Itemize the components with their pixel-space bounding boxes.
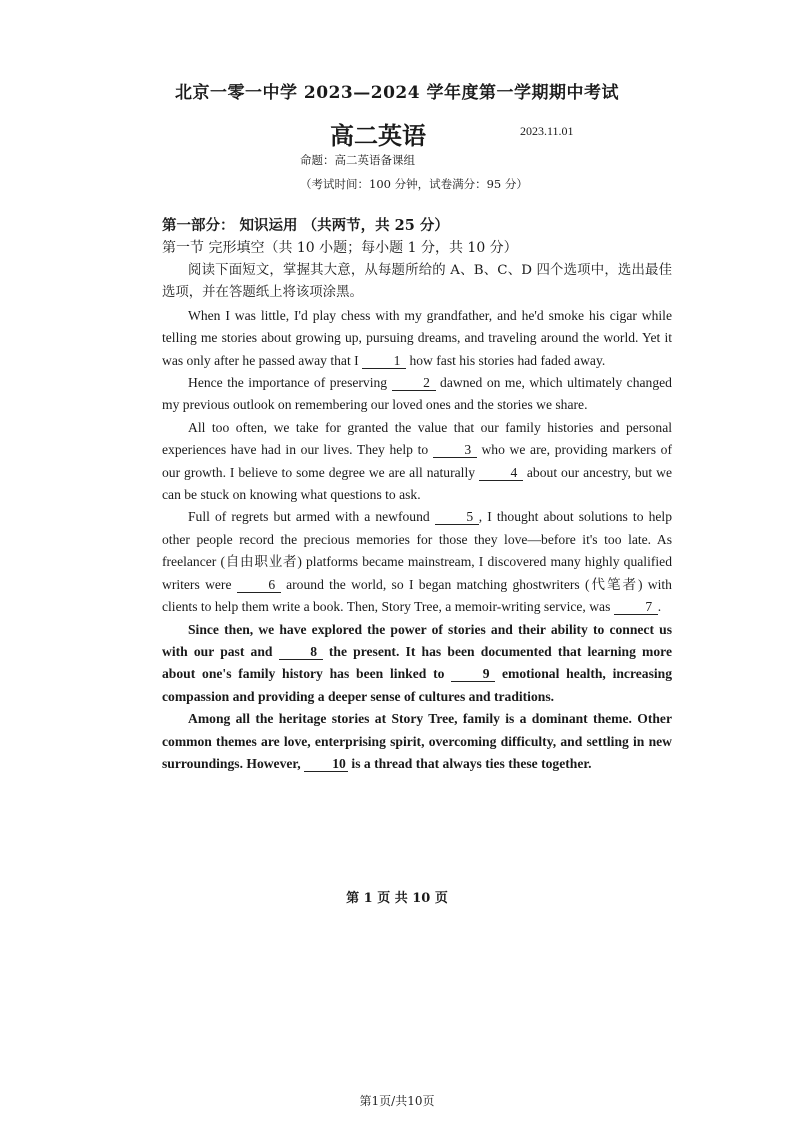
blank-4: 4	[479, 466, 523, 481]
text-run: All too often, we take for granted the value that our family histories and personal experiences have had in our lives. They help to	[162, 419, 672, 458]
part-title: 第一部分： 知识运用 （共两节，共 25 分）	[162, 217, 449, 234]
section-title: 第一节 完形填空（共 10 小题；每小题 1 分，共 10 分）	[162, 240, 518, 256]
blank-10: 10	[304, 757, 348, 772]
blank-1: 1	[362, 354, 406, 369]
blank-5: 5	[435, 510, 479, 525]
text-run: about our ancestry, but we can be stuck on knowing what questions to ask.	[162, 464, 672, 503]
setter-line: 命题：高二英语备课组	[300, 153, 415, 167]
text-run: , I thought about solutions to help other people record the precious memories for those they love—before it's too late. As freelancer (自由职业者) platforms became mainstream, I discovered many highly qualified writers were	[162, 509, 672, 592]
blank-2: 2	[392, 376, 436, 391]
exam-date: 2023.11.01	[520, 124, 574, 138]
instruction: 阅读下面短文，掌握其大意，从每题所给的 A、B、C、D 四个选项中，选出最佳选项，并在答题纸上将该项涂黑。	[162, 263, 672, 301]
text-run: Since then, we have explored the power of stories and their ability to connect us with our past and	[162, 621, 672, 659]
passage-paragraph-1	[162, 305, 672, 372]
blank-8: 8	[279, 645, 323, 660]
exam-info: （考试时间：100 分钟，试卷满分：95 分）	[300, 177, 528, 191]
passage-paragraph-6	[162, 708, 672, 775]
subject-title: 高二英语	[330, 121, 426, 150]
blank-3: 3	[433, 443, 477, 458]
blank-6: 6	[237, 578, 281, 593]
text-run: dawned on me, which ultimately changed my previous outlook on remembering our loved ones and the stories we share.	[162, 375, 672, 413]
text-run: the present. It has been documented that learning more about one's family history has been linked to	[162, 643, 672, 682]
blank-7: 7	[614, 600, 658, 615]
text-run: who we are, providing markers of our growth. I believe to some degree we are all naturally	[162, 442, 672, 480]
exam-body	[162, 214, 672, 775]
text-run: is a thread that always ties these together.	[348, 755, 592, 771]
passage-paragraph-3	[162, 417, 672, 507]
passage-paragraph-5	[162, 619, 672, 709]
passage-paragraph-4	[162, 506, 672, 618]
text-run: emotional health, increasing compassion and providing a deeper sense of cultures and traditions.	[162, 666, 672, 704]
page-number-outer: 第1页/共10页	[359, 1094, 435, 1108]
text-run: Hence the importance of preserving	[188, 375, 392, 391]
text-run: around the world, so I began matching ghostwriters (代笔者) with clients to help them write a book. Then, Story Tree, a memoir-writing service, was	[162, 576, 672, 615]
blank-9: 9	[451, 667, 495, 682]
text-run: .	[657, 599, 662, 615]
text-run: When I was little, I'd play chess with my grandfather, and he'd smoke his cigar while telling me stories about growing up, pursuing dreams, and traveling around the world. Yet it was only after he passed away that I	[162, 307, 672, 368]
page-number-inner: 第 1 页 共 10 页	[346, 891, 448, 906]
exam-title: 北京一零一中学 2023—2024 学年度第一学期期中考试	[175, 83, 619, 103]
passage-paragraph-2	[162, 372, 672, 417]
text-run: Full of regrets but armed with a newfound	[188, 509, 435, 525]
text-run: Among all the heritage stories at Story Tree, family is a dominant theme. Other common themes are love, enterprising spirit, overcoming difficulty, and settling in new surroundings. However,	[162, 711, 672, 771]
text-run: how fast his stories had faded away.	[406, 352, 606, 368]
